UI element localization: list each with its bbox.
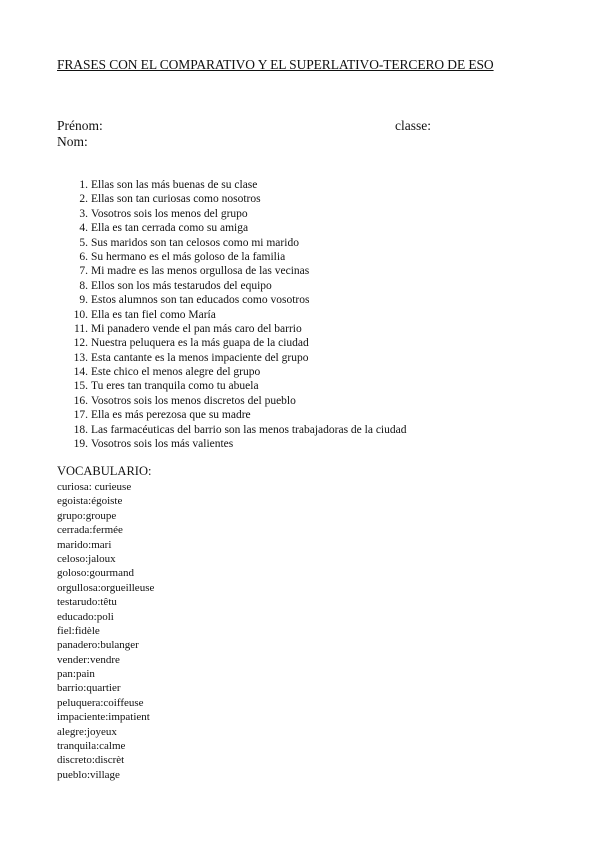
sentence-item — [57, 322, 406, 336]
sentence-text: Ella es tan cerrada como su amiga — [91, 222, 249, 235]
classe-label: classe: — [395, 118, 431, 133]
sentence-text: Sus maridos son tan celosos como mi marido — [91, 236, 299, 249]
sentence-item — [57, 351, 406, 365]
page-title: FRASES CON EL COMPARATIVO Y EL SUPERLATIVO-TERCERO DE ESO — [57, 57, 494, 72]
sentence-item — [57, 308, 406, 322]
sentence-text: Ellas son las más buenas de su clase — [91, 179, 258, 191]
sentence-item — [57, 207, 406, 221]
vocabulary-item: testarudo:têtu — [57, 596, 117, 609]
sentence-text: Estos alumnos son tan educados como vosotros — [91, 294, 310, 307]
sentence-number: 12. — [73, 337, 88, 350]
sentence-number: 5. — [79, 236, 88, 249]
sentence-text: Esta cantante es la menos impaciente del grupo — [91, 351, 309, 364]
vocabulary-item: educado:poli — [57, 610, 114, 623]
sentence-text: Este chico el menos alegre del grupo — [91, 366, 261, 379]
vocabulary-item: curiosa: curieuse — [57, 481, 132, 493]
vocabulary-heading: VOCABULARIO: — [57, 464, 152, 478]
sentence-number: 16. — [73, 394, 88, 407]
vocabulary-item: barrio:quartier — [57, 682, 121, 695]
vocabulary-item: egoista:égoiste — [57, 495, 123, 508]
sentence-text: Mi madre es las menos orgullosa de las vecinas — [91, 265, 310, 278]
vocabulary-item: panadero:bulanger — [57, 639, 139, 652]
sentence-text: Las farmacéuticas del barrio son las menos trabajadoras de la ciudad — [91, 423, 407, 436]
sentence-item — [57, 336, 406, 350]
vocabulary-item: grupo:groupe — [57, 509, 117, 522]
vocabulary-item: tranquila:calme — [57, 740, 126, 753]
sentence-item — [57, 279, 406, 293]
vocabulary-item: peluquera:coiffeuse — [57, 696, 144, 709]
vocabulary-item: goloso:gourmand — [57, 567, 134, 580]
sentence-number: 13. — [73, 351, 88, 364]
sentence-text: Ellas son tan curiosas como nosotros — [91, 193, 261, 206]
vocabulary-item: orgullosa:orgueilleuse — [57, 581, 155, 594]
prenom-label: Prénom: — [57, 118, 103, 133]
sentence-item — [57, 379, 406, 393]
nom-label: Nom: — [57, 134, 88, 149]
sentence-item — [57, 365, 406, 379]
sentence-item — [57, 293, 406, 307]
vocabulary-item: impaciente:impatient — [57, 711, 150, 724]
sentence-text: Tu eres tan tranquila como tu abuela — [91, 380, 259, 393]
sentence-item — [57, 408, 406, 422]
sentence-number: 10. — [73, 308, 88, 321]
sentence-item — [57, 437, 406, 451]
sentence-text: Ella es más perezosa que su madre — [91, 409, 251, 422]
vocabulary-item: pueblo:village — [57, 768, 120, 781]
vocabulary-item: marido:mari — [57, 538, 112, 551]
sentence-item — [57, 236, 406, 250]
sentence-number: 7. — [79, 265, 88, 278]
sentence-number: 9. — [79, 294, 88, 307]
vocabulary-item: celoso:jaloux — [57, 552, 116, 565]
sentence-item — [57, 178, 406, 192]
sentence-text: Ellos son los más testarudos del equipo — [91, 279, 272, 292]
sentence-item — [57, 264, 406, 278]
sentence-text: Nuestra peluquera es la más guapa de la ciudad — [91, 337, 309, 350]
vocabulary-item: pan:pain — [57, 668, 95, 681]
sentence-number: 1. — [79, 179, 88, 191]
sentence-number: 18. — [73, 423, 88, 436]
sentence-text: Vosotros sois los menos discretos del pueblo — [91, 394, 296, 407]
sentence-number: 14. — [73, 366, 88, 379]
sentence-number: 2. — [79, 193, 88, 206]
sentence-text: Vosotros sois los menos del grupo — [91, 207, 248, 220]
sentence-item — [57, 221, 406, 235]
sentence-number: 3. — [79, 207, 88, 220]
sentence-list — [57, 178, 406, 451]
sentence-text: Su hermano es el más goloso de la familia — [91, 250, 286, 263]
sentence-item — [57, 394, 406, 408]
vocabulary-item: discreto:discrèt — [57, 754, 125, 767]
sentence-number: 15. — [73, 380, 88, 393]
sentence-item — [57, 250, 406, 264]
sentence-number: 11. — [74, 322, 88, 335]
sentence-number: 6. — [79, 250, 88, 263]
sentence-item — [57, 423, 406, 437]
vocabulary-item: vender:vendre — [57, 653, 120, 666]
vocabulary-item: alegre:joyeux — [57, 725, 117, 738]
sentence-text: Mi panadero vende el pan más caro del barrio — [91, 322, 302, 335]
sentence-text: Vosotros sois los más valientes — [91, 438, 234, 451]
sentence-item — [57, 192, 406, 206]
sentence-number: 8. — [79, 279, 88, 292]
sentence-number: 19. — [73, 438, 88, 451]
vocabulary-item: cerrada:fermée — [57, 524, 123, 537]
vocabulary-list — [57, 480, 154, 782]
sentence-text: Ella es tan fiel como María — [91, 308, 216, 321]
sentence-number: 4. — [79, 222, 88, 235]
sentence-number: 17. — [73, 409, 88, 422]
vocabulary-item: fiel:fidèle — [57, 624, 100, 637]
